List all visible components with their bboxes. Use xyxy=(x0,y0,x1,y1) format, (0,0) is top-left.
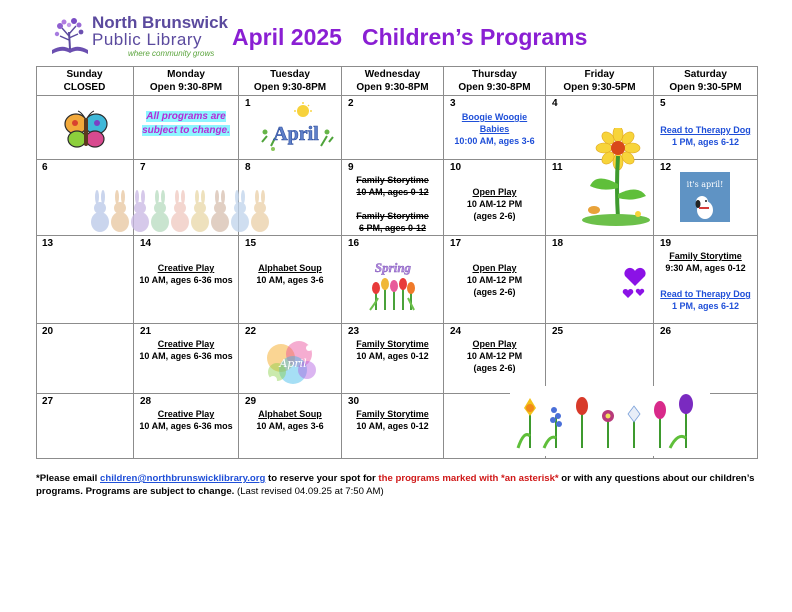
its-april-text: it's april! xyxy=(686,180,724,189)
day-number: 23 xyxy=(348,326,360,337)
day-number: 19 xyxy=(660,238,672,249)
event-family-storytime-cancelled[interactable]: Family Storytime 10 AM, ages 0-12 xyxy=(356,175,429,197)
calendar-cell-day-3[interactable] xyxy=(444,96,546,160)
hearts-icon xyxy=(620,266,650,302)
day-number: 13 xyxy=(42,238,54,249)
tree-book-icon xyxy=(50,16,90,58)
event-family-storytime[interactable]: Family Storytime 10 AM, ages 0-12 xyxy=(356,339,429,361)
calendar-cell-day-5[interactable] xyxy=(654,96,758,160)
footer-asterisk-note: the programs marked with *an asterisk* xyxy=(378,473,559,484)
calendar xyxy=(36,66,758,459)
calendar-cell-day-25[interactable] xyxy=(546,324,654,394)
calendar-cell-day-23[interactable] xyxy=(342,324,444,394)
sunflower-icon xyxy=(576,128,652,228)
event-alphabet-soup[interactable]: Alphabet Soup 10 AM, ages 3-6 xyxy=(256,263,324,285)
logo-name-line2: Public Library xyxy=(92,30,202,49)
day-header-thursday xyxy=(444,66,546,96)
calendar-cell-day-26[interactable] xyxy=(654,324,758,394)
calendar-cell-notice xyxy=(134,96,239,160)
day-header-friday xyxy=(546,66,654,96)
calendar-cell-day-22[interactable] xyxy=(239,324,342,394)
event-family-storytime-evening-cancelled[interactable]: Family Storytime 6 PM, ages 0-12 xyxy=(356,211,429,233)
day-hours: Open 9:30-5PM xyxy=(563,82,636,93)
its-april-snoopy-image xyxy=(680,172,730,222)
day-number: 14 xyxy=(140,238,152,249)
calendar-cell-day-20[interactable] xyxy=(36,324,134,394)
day-number: 1 xyxy=(245,98,251,109)
calendar-cell-day-24[interactable] xyxy=(444,324,546,394)
day-name: Monday xyxy=(167,69,205,80)
library-logo[interactable] xyxy=(50,12,229,62)
day-number: 29 xyxy=(245,396,257,407)
day-header-tuesday xyxy=(239,66,342,96)
footer-text-1: *Please email xyxy=(36,473,101,484)
calendar-cell-day-30[interactable] xyxy=(342,394,444,459)
footer-text-2: to reserve your spot for xyxy=(265,473,379,484)
event-family-storytime[interactable]: Family Storytime 10 AM, ages 0-12 xyxy=(356,409,429,431)
programs-notice: All programs are subject to change. xyxy=(142,111,230,136)
email-link[interactable]: children@northbrunswicklibrary.org xyxy=(100,473,266,484)
calendar-cell-day-28[interactable] xyxy=(134,394,239,459)
day-name: Tuesday xyxy=(270,69,310,80)
day-number: 17 xyxy=(450,238,462,249)
butterfly-icon xyxy=(63,110,109,150)
april-watercolor-icon xyxy=(259,334,325,390)
day-number: 24 xyxy=(450,326,462,337)
day-number: 8 xyxy=(245,162,251,173)
page-header xyxy=(50,10,750,65)
calendar-cell-day-16[interactable] xyxy=(342,236,444,324)
day-number: 26 xyxy=(660,326,672,337)
day-header-wednesday xyxy=(342,66,444,96)
day-number: 12 xyxy=(660,162,672,173)
april-watercolor-text: April xyxy=(279,357,307,370)
calendar-cell-day-27[interactable] xyxy=(36,394,134,459)
april-clipart-icon xyxy=(257,102,335,154)
day-number: 25 xyxy=(552,326,564,337)
bunnies-banner-icon xyxy=(88,190,276,234)
calendar-cell-day-15[interactable] xyxy=(239,236,342,324)
day-number: 21 xyxy=(140,326,152,337)
day-hours: CLOSED xyxy=(63,82,106,93)
day-number: 30 xyxy=(348,396,360,407)
calendar-cell-day-19[interactable] xyxy=(654,236,758,324)
event-read-to-therapy-dog[interactable]: Read to Therapy Dog 1 PM, ages 6-12 xyxy=(660,125,751,147)
snoopy-icon xyxy=(690,192,720,222)
calendar-cell-day-1[interactable] xyxy=(239,96,342,160)
day-header-monday xyxy=(134,66,239,96)
day-number: 22 xyxy=(245,326,257,337)
calendar-cell-day-2[interactable] xyxy=(342,96,444,160)
calendar-cell-day-29[interactable] xyxy=(239,394,342,459)
event-open-play[interactable]: Open Play 10 AM-12 PM (ages 2-6) xyxy=(466,263,523,297)
april-clipart-text: April xyxy=(273,123,319,145)
day-number: 11 xyxy=(552,162,563,173)
day-number: 5 xyxy=(660,98,666,109)
calendar-cell-day-10[interactable] xyxy=(444,160,546,236)
day-number: 9 xyxy=(348,162,354,173)
day-number: 28 xyxy=(140,396,152,407)
day-header-sunday xyxy=(36,66,134,96)
event-family-storytime[interactable]: Family Storytime 9:30 AM, ages 0-12 xyxy=(665,251,746,273)
day-name: Wednesday xyxy=(364,69,421,80)
day-name: Saturday xyxy=(684,69,727,80)
footer-note xyxy=(36,472,756,498)
day-name: Friday xyxy=(584,69,615,80)
last-revised: (Last revised 04.09.25 at 7:50 AM) xyxy=(234,486,384,497)
day-number: 18 xyxy=(552,238,564,249)
day-number: 3 xyxy=(450,98,456,109)
page-title: Children’s Programs xyxy=(362,24,588,50)
calendar-cell-day-13[interactable] xyxy=(36,236,134,324)
day-header-saturday xyxy=(654,66,758,96)
day-number: 6 xyxy=(42,162,48,173)
calendar-cell-day-17[interactable] xyxy=(444,236,546,324)
calendar-cell-day-18[interactable] xyxy=(546,236,654,324)
day-number: 20 xyxy=(42,326,54,337)
day-hours: Open 9:30-8PM xyxy=(356,82,429,93)
spring-text: Spring xyxy=(374,260,412,275)
day-number: 15 xyxy=(245,238,257,249)
day-name: Thursday xyxy=(471,69,517,80)
event-open-play[interactable]: Open Play 10 AM-12 PM (ages 2-6) xyxy=(466,339,523,373)
event-open-play[interactable]: Open Play 10 AM-12 PM (ages 2-6) xyxy=(466,187,523,221)
calendar-cell-day-21[interactable] xyxy=(134,324,239,394)
event-creative-play[interactable]: Creative Play 10 AM, ages 6-36 mos xyxy=(139,409,233,431)
logo-tagline: where community grows xyxy=(128,49,215,58)
day-name: Sunday xyxy=(66,69,103,80)
logo-name-line1: North Brunswick xyxy=(92,13,229,32)
day-hours: Open 9:30-8PM xyxy=(458,82,531,93)
event-creative-play[interactable]: Creative Play 10 AM, ages 6-36 mos xyxy=(139,263,233,285)
day-number: 7 xyxy=(140,162,146,173)
event-alphabet-soup[interactable]: Alphabet Soup 10 AM, ages 3-6 xyxy=(256,409,324,431)
spring-flowers-row-icon xyxy=(510,386,710,456)
calendar-cell-day-12[interactable] xyxy=(654,160,758,236)
event-read-to-therapy-dog[interactable]: Read to Therapy Dog 1 PM, ages 6-12 xyxy=(660,289,751,311)
day-number: 4 xyxy=(552,98,558,109)
day-hours: Open 9:30-5PM xyxy=(669,82,742,93)
calendar-cell-empty xyxy=(36,96,134,160)
day-number: 2 xyxy=(348,98,354,109)
event-creative-play[interactable]: Creative Play 10 AM, ages 6-36 mos xyxy=(139,339,233,361)
day-hours: Open 9:30-8PM xyxy=(253,82,327,93)
page-title-month: April 2025 xyxy=(232,24,342,50)
calendar-cell-day-14[interactable] xyxy=(134,236,239,324)
day-number: 16 xyxy=(348,238,360,249)
calendar-cell-day-9[interactable] xyxy=(342,160,444,236)
day-number: 27 xyxy=(42,396,54,407)
day-hours: Open 9:30-8PM xyxy=(149,82,223,93)
spring-tulips-icon xyxy=(368,258,418,314)
footer-text-3: or with any questions about our children’s programs. Programs are subject to change. xyxy=(36,473,755,497)
event-boogie-woogie-babies[interactable]: Boogie Woogie Babies 10:00 AM, ages 3-6 xyxy=(454,112,535,146)
day-number: 10 xyxy=(450,162,462,173)
